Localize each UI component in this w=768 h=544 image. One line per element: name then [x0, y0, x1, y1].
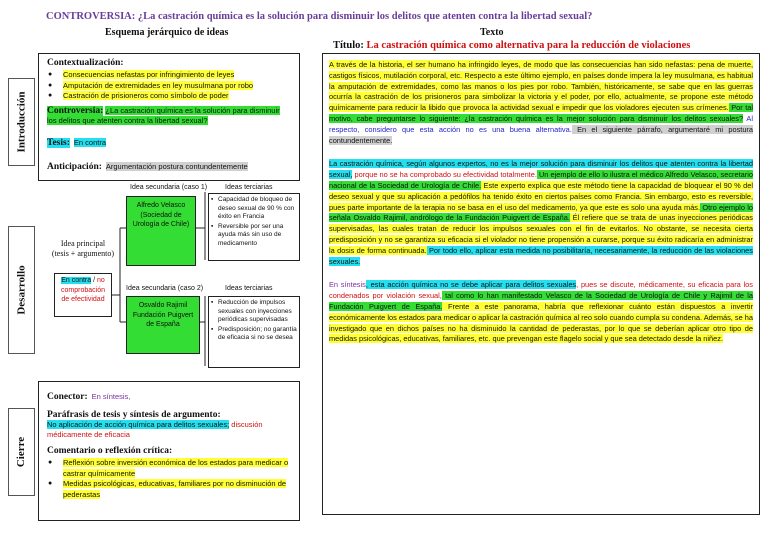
connector [47, 386, 291, 404]
paragraph-intro: A través de la historia, el ser humano ha infringido leyes, de modo que las consecuencias han sido nefastas: pena de muerte, castigos físicos, mutilación corporal, etc. Respecto a este último ejemplo, en países donde impera la ley musulmana, es habitual la amputación de extremidades, como las manos o los pies por robo. También, históricamente, se sabe que en las guerras ocurría la castración de los prisioneros para simbolizar la victoria y el poder, por ello, actualmente, se propone este método químicamente para reducir la libido que provoca la actividad sexual e impedir que los violadores ejecuten sus crímenes. Por tal motivo, cabe preguntarse lo siguiente: ¿la castración química es la mejor solución para disminuir los delitos sexuales? Al respecto, considero que esta acción no es una buena alternativa. En el siguiente párrafo, argumentaré mi postura contundentemente. [329, 60, 754, 145]
paraphrase-text [47, 420, 291, 440]
tertiary-1-label: Ideas terciarias [225, 184, 273, 191]
essay-title [333, 40, 690, 51]
tertiary-2-label: Ideas terciarias [225, 285, 273, 292]
list-item: ● Consecuencias nefastas por infringimiento de leyes [47, 70, 291, 81]
thesis [47, 132, 291, 150]
paraphrase-text-b: discusión médicamente de eficacia [47, 420, 263, 439]
list-item: ▪ Predisposición; no garantía de eficacia si no se desea [211, 326, 297, 343]
anticipation [47, 156, 291, 174]
main-idea-caption [45, 239, 121, 259]
secondary-2-label: Idea secundaria (caso 2) [126, 285, 204, 292]
list-item: ● Medidas psicológicas, educativas, familiares por no disminución de pederastas [47, 479, 291, 500]
contextualization-list [47, 70, 291, 102]
page-title: CONTROVERSIA: ¿La castración química es la solución para disminuir los delitos que atenten contra la libertad sexual? [46, 11, 593, 22]
essay-title-label: Título: [333, 40, 364, 51]
secondary-idea-1: Alfredo Velasco (Sociedad de Urología de Chile) [126, 196, 196, 266]
essay-text-box [322, 53, 760, 515]
paraphrase-label: Paráfrasis de tesis y síntesis de argumento: [47, 410, 221, 420]
list-item: ● Reflexión sobre inversión económica de los estados para medicar o castrar químicamente [47, 458, 291, 479]
controversy-label: Controversia: [47, 105, 104, 116]
sidebar-intro [8, 78, 35, 166]
left-column-heading: Esquema jerárquico de ideas [105, 27, 229, 38]
thesis-text: En contra [73, 137, 106, 147]
connector-label: Conector: [47, 392, 88, 402]
paraphrase-text-a: No aplicación de acción química para delitos sexuales; [47, 420, 230, 429]
secondary-1-label: Idea secundaria (caso 1) [130, 184, 208, 191]
paragraph-development: La castración química, según algunos expertos, no es la mejor solución para disminuir los delitos que atenten contra la libertad sexual, porque no se ha comprobado su efectividad totalmente. Un ejemplo de ello lo ilustra el médico Alfredo Velasco, secretario nacional de la Sociedad de Urología de Chile. Este experto explica que este método tiene la capacidad de bloquear el 90 % del deseo sexual y que su aplicación a pedófilos ha tenido éxito en ciertos países como Francia. Sin embargo, esto es reversible, pues parte importante de la terapia no se basa en el uso del medicamento, ya que este es solo una ayuda más. Otro ejemplo lo señala Osvaldo Rajimil, andrólogo de la Fundación Puigvert de España. Él refiere que se trata de unas inyecciones periódicas supervisadas, las cuales tratan de reducir los impulsos sexuales con el fin de evitarlos. No obstante, se necesita cierta predisposición y no se garantiza su eficacia si el violador no tiene propensión a curarse, porque su éxito radicaría en administrar la dosis de forma continuada. Por todo ello, aplicar esta medida no posibilitaría, necesariamente, la reducción de las violaciones sexuales. [329, 159, 754, 266]
contextualization-label: Contextualización: [47, 58, 124, 68]
anticipation-label: Anticipación: [47, 161, 102, 172]
sidebar-development-label: Desarrollo [15, 265, 28, 315]
closing-box [38, 381, 300, 521]
right-column-heading: Texto [480, 27, 504, 38]
list-item: ▪ Reducción de impulsos sexuales con inyecciones periódicas supervisadas [211, 299, 297, 325]
paragraph-closing: En síntesis, esta acción química no se debe aplicar para delitos sexuales, pues se discute, médicamente, su eficacia para los condenados por violación sexual, tal como lo han manifestado Velasco de la Sociedad de Urología de Chile y Rajimil de la Fundación Puigvert de España. Frente a este panorama, habría que reflexionar cuánto están dispuestos a invertir económicamente los estados para medicar o aplicar la castración química al reo solo cuando cumpla su condena. Además, se ha investigado que en dichos países no ha disminuido la cantidad de pederastas, por lo que se deberían aplicar otro tipo de medidas psicológicas, educativas, familiares, etc. que prevengan este flagelo social y que sea detectado desde la niñez. [329, 280, 753, 344]
intro-box [38, 53, 300, 181]
essay-title-value: La castración química como alternativa para la reducción de violaciones [366, 40, 691, 51]
comment-list [47, 458, 291, 500]
main-idea-label: Idea principal [60, 239, 106, 248]
sidebar-closing [8, 408, 35, 496]
list-item: ● Castración de prisioneros como símbolo de poder [47, 91, 291, 102]
tertiary-1-box [208, 193, 300, 261]
tertiary-2-box [208, 296, 300, 368]
list-item: ● Amputación de extremidades en ley musulmana por robo [47, 81, 291, 92]
sidebar-closing-label: Cierre [15, 436, 28, 468]
comment-label: Comentario o reflexión crítica: [47, 446, 173, 456]
list-item: ▪ Capacidad de bloqueo de deseo sexual de 90 % con éxito en Francia [211, 196, 297, 222]
sidebar-intro-label: Introducción [15, 91, 28, 153]
secondary-idea-2: Osvaldo Rajimil Fundación Puigvert de España [126, 296, 200, 354]
controversy [47, 106, 291, 126]
connector-text: En síntesis, [91, 392, 131, 401]
main-idea-sub: (tesis + argumento) [51, 249, 115, 258]
main-idea-box: En contra / no comprobación de efectividad [54, 273, 112, 317]
thesis-label: Tesis: [47, 137, 70, 148]
sidebar-development [8, 226, 35, 354]
main-idea-box-a: En contra [61, 277, 92, 284]
controversy-text: ¿La castración química es la solución para disminuir los delitos que atenten contra la libertad sexual? [47, 105, 280, 125]
main-idea-box-b: no comprobación de efectividad [61, 277, 105, 303]
anticipation-text: Argumentación postura contundentemente [105, 161, 248, 171]
list-item: ▪ Reversible por ser una ayuda más sin uso de medicamento [211, 223, 297, 249]
